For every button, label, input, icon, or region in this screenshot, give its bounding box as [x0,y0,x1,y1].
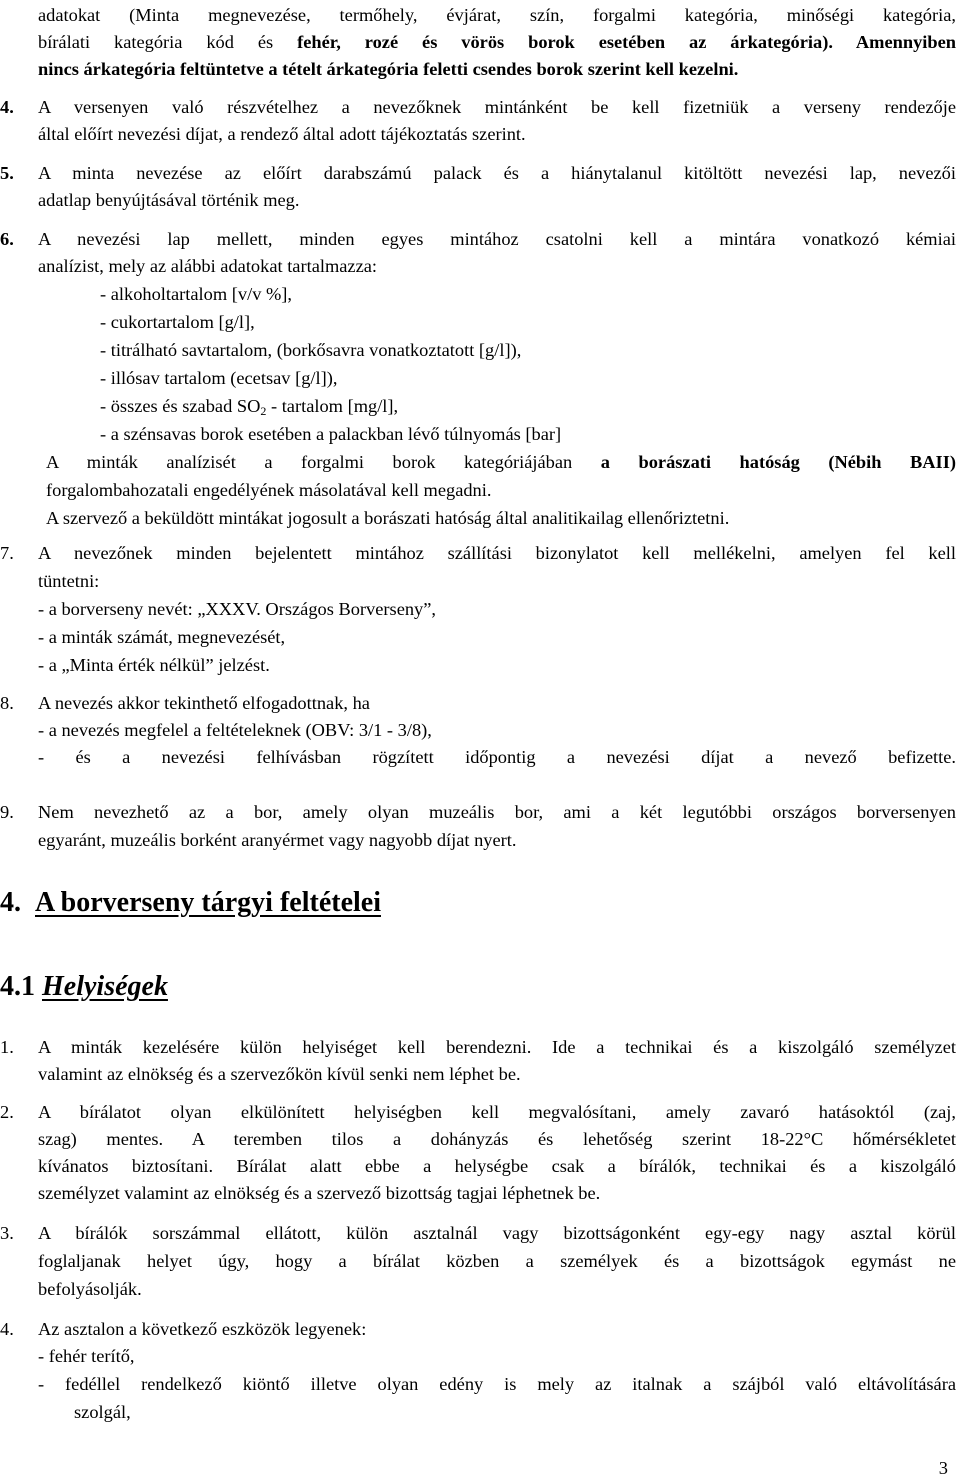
item-5-line-2: adatlap benyújtásával történik meg. [38,190,300,210]
item-6-bullet-3: - titrálható savtartalom, (borkősavra vonatkoztatott [g/l]), [100,340,522,360]
item-6-paragraph-1-line-1 [46,451,956,473]
item-6-bullet-1: - alkoholtartalom [v/v %], [100,284,293,304]
item-9-number: 9. [0,802,14,822]
rooms-item-4-number: 4. [0,1319,14,1339]
item-9-line-2: egyaránt, muzeális borként aranyérmet vagy nagyobb díjat nyert. [38,830,517,850]
rooms-item-4-bullet-2-cont: szolgál, [74,1402,131,1422]
item-6-p1-text: A minták analízisét a forgalmi borok kategóriájában [46,452,601,472]
item-6-bullet-5-text: - összes és szabad SO [100,396,261,416]
item-7-bullet-1: - a borverseny nevét: „XXXV. Országos Borverseny”, [38,599,437,619]
rooms-item-1-number: 1. [0,1037,14,1057]
item-9-line-1: Nem nevezhető az a bor, amely olyan muzeális bor, ami a két legutóbbi országos borversenyen [38,802,956,822]
item-4-number: 4. [0,97,14,117]
rooms-item-3-line-1: A bírálók sorszámmal ellátott, külön asztalnál vagy bizottságonként egy-egy nagy asztal körül [38,1223,956,1243]
rooms-item-4-bullet-1: - fehér terítő, [38,1346,135,1366]
rooms-item-1-line-2: valamint az elnökség és a szervezőkön kívül senki nem léphet be. [38,1064,521,1084]
section-4-number: 4. [0,887,21,918]
item-6-bullet-4: - illósav tartalom (ecetsav [g/l]), [100,368,338,388]
rooms-item-2-line-1: A bírálatot olyan elkülönített helyiségben kell megvalósítani, amely zavaró hatásoktól (zaj, [38,1102,956,1122]
rooms-item-2-line-3: kívánatos biztosítani. Bírálat alatt ebbe a helységbe csak a bírálók, technikai és a kiszolgáló [38,1156,956,1176]
item-7-bullet-2: - a minták számát, megnevezését, [38,627,286,647]
item-6-bullet-2: - cukortartalom [g/l], [100,312,255,332]
item-5-number: 5. [0,163,14,183]
intro-line-2-a: bírálati kategória kód és [38,32,298,52]
item-6-bullet-6: - a szénsavas borok esetében a palackban lévő túlnyomás [bar] [100,424,562,444]
item-7-line-1: A nevezőnek minden bejelentett mintához szállítási bizonylatot kell mellékelni, amelyen fel kell [38,543,956,563]
item-6-paragraph-1-line-2: forgalombahozatali engedélyének másolatával kell megadni. [46,480,492,500]
section-4-1-number: 4.1 [0,971,35,1002]
rooms-item-3-line-2: foglaljanak helyet úgy, hogy a bírálat közben a személyek és a bizottságok egymást ne [38,1251,956,1271]
item-7-bullet-3: - a „Minta érték nélkül” jelzést. [38,655,270,675]
rooms-item-3-line-3: befolyásolják. [38,1279,142,1299]
rooms-item-2-line-4: személyzet valamint az elnökség és a szervező bizottság tagjai léphetnek be. [38,1183,601,1203]
item-6-p1-bold: a borászati hatóság (Nébih BAII) [600,452,956,472]
intro-line-3: nincs árkategória feltüntetve a tételt árkategória feletti csendes borok szerint kell kezelni. [38,59,739,79]
rooms-item-2-number: 2. [0,1102,14,1122]
item-5-line-1: A minta nevezése az előírt darabszámú palack és a hiánytalanul kitöltött nevezési lap, nevezői [38,163,956,183]
item-6-paragraph-2: A szervező a beküldött mintákat jogosult a borászati hatóság által analitikailag ellenőriztetni. [46,508,730,528]
item-7-number: 7. [0,543,14,563]
section-4-title: A borverseny tárgyi feltételei [35,887,381,918]
rooms-item-3-number: 3. [0,1223,14,1243]
rooms-item-4-bullet-2: - fedéllel rendelkező kiöntő illetve olyan edény is mely az italnak a szájból való eltávolítására [38,1374,956,1394]
item-6-bullet-5-rest: - tartalom [mg/l], [266,396,399,416]
rooms-item-4-line-1: Az asztalon a következő eszközök legyenek: [38,1319,367,1339]
item-8-bullet-2: - és a nevezési felhívásban rögzített időpontig a nevezési díjat a nevező befizette. [38,747,956,767]
rooms-item-1-line-1: A minták kezelésére külön helyiséget kell berendezni. Ide a technikai és a kiszolgáló személyzet [38,1037,956,1057]
section-4-1-title: Helyiségek [42,971,168,1002]
item-6-line-1: A nevezési lap mellett, minden egyes mintához csatolni kell a mintára vonatkozó kémiai [38,229,956,249]
page-number: 3 [938,1458,948,1478]
rooms-item-2-line-2: szag) mentes. A teremben tilos a dohányzás és lehetőség szerint 18-22°C hőmérsékletet [38,1129,956,1149]
item-8-line-1: A nevezés akkor tekinthető elfogadottnak, ha [38,693,370,713]
intro-line-2 [38,31,956,53]
item-8-bullet-1: - a nevezés megfelel a feltételeknek (OBV: 3/1 - 3/8), [38,720,432,740]
item-4-line-2: által előírt nevezési díjat, a rendező által adott tájékoztatás szerint. [38,124,526,144]
item-7-line-2: tüntetni: [38,571,100,591]
intro-line-1: adatokat (Minta megnevezése, termőhely, évjárat, szín, forgalmi kategória, minőségi kategória, [38,5,956,25]
so2-subscript: 2 [260,404,267,418]
section-4-heading [0,886,381,920]
item-6-number: 6. [0,229,14,249]
intro-line-2-bold: fehér, rozé és vörös borok esetében az árkategória). Amennyiben [297,32,956,52]
section-4-1-heading [0,970,168,1004]
item-8-number: 8. [0,693,14,713]
item-6-line-2: analízist, mely az alábbi adatokat tartalmazza: [38,256,378,276]
item-4-line-1: A versenyen való részvételhez a nevezőknek mintánként be kell fizetniük a verseny rendezője [38,97,956,117]
item-6-bullet-5 [100,395,398,417]
